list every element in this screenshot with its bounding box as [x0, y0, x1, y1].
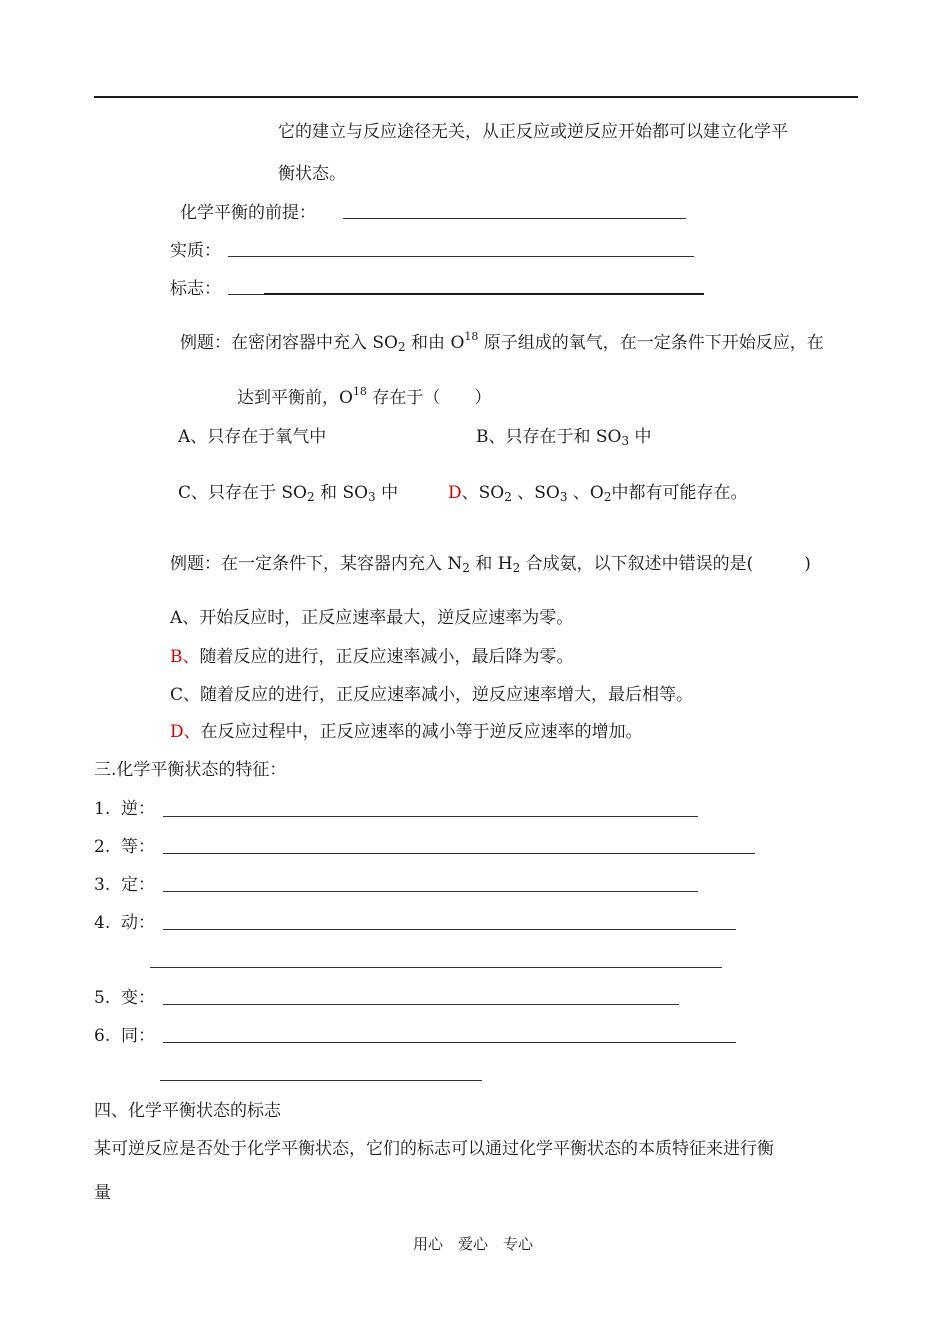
- feature-blank-1[interactable]: [163, 816, 698, 817]
- feature-item-3: 3. 定：: [94, 875, 156, 895]
- example2-question: 例题：在一定条件下，某容器内充入 $N_2$ 和 $H_2$ 合成氨，以下叙述中错误的是( ): [170, 554, 811, 575]
- example1-option-b: B、只存在于和 $SO_3$ 中: [476, 427, 652, 448]
- section4-para-line1: 某可逆反应是否处于化学平衡状态，它们的标志可以通过化学平衡状态的本质特征来进行衡: [94, 1139, 774, 1159]
- feature-item-1: 1. 逆：: [94, 799, 156, 819]
- premise-label: 化学平衡的前提：: [180, 203, 316, 223]
- section3-heading: 三.化学平衡状态的特征：: [94, 760, 287, 780]
- feature-item-2: 2. 等：: [94, 837, 156, 857]
- feature-blank-2[interactable]: [163, 853, 755, 854]
- example1-option-d: D、$SO_2$ 、$SO_3$ 、$O_2$中都有可能存在。: [448, 483, 748, 504]
- example2-option-b: B、随着反应的进行，正反应速率减小，最后降为零。: [170, 647, 574, 667]
- feature-item-4: 4. 动：: [94, 913, 156, 933]
- feature-blank-6[interactable]: [163, 1042, 736, 1043]
- example2-option-d: D、在反应过程中，正反应速率的减小等于逆反应速率的增加。: [170, 722, 643, 742]
- feature-blank-3[interactable]: [163, 891, 698, 892]
- example2-option-c: C、随着反应的进行，正反应速率减小，逆反应速率增大，最后相等。: [170, 685, 694, 705]
- example1-option-c: C、只存在于 $SO_2$ 和 $SO_3$ 中: [178, 483, 399, 504]
- page-footer: 用心 爱心 专心: [413, 1235, 534, 1253]
- premise-blank[interactable]: [343, 218, 686, 219]
- feature-blank-4b[interactable]: [150, 967, 722, 968]
- intro-line-2: 衡状态。: [278, 164, 346, 184]
- section4-heading: 四、化学平衡状态的标志: [94, 1101, 281, 1121]
- intro-line-1: 它的建立与反应途径无关，从正反应或逆反应开始都可以建立化学平: [278, 122, 788, 142]
- header-rule: [94, 96, 858, 98]
- sign-blank[interactable]: [264, 293, 704, 295]
- sign-blank-prefix: [228, 294, 264, 295]
- feature-blank-6b[interactable]: [160, 1080, 482, 1081]
- feature-item-6: 6. 同：: [94, 1026, 156, 1046]
- essence-blank[interactable]: [228, 256, 694, 257]
- feature-blank-5[interactable]: [163, 1004, 679, 1005]
- feature-item-5: 5. 变：: [94, 988, 156, 1008]
- feature-blank-4[interactable]: [163, 929, 736, 930]
- section4-para-line2: 量: [94, 1183, 111, 1203]
- example2-option-a: A、开始反应时，正反应速率最大，逆反应速率为零。: [170, 608, 574, 628]
- example1-option-a: A、只存在于氧气中: [178, 427, 327, 447]
- example1-question-line2: 达到平衡前，$O^{18}$ 存在于（ ）: [237, 385, 492, 408]
- sign-label: 标志：: [170, 279, 221, 299]
- example1-question-line1: 例题：在密闭容器中充入 $SO_2$ 和由 $O^{18}$ 原子组成的氧气，在一定条件下开始反应，在: [180, 330, 824, 354]
- essence-label: 实质：: [170, 241, 221, 261]
